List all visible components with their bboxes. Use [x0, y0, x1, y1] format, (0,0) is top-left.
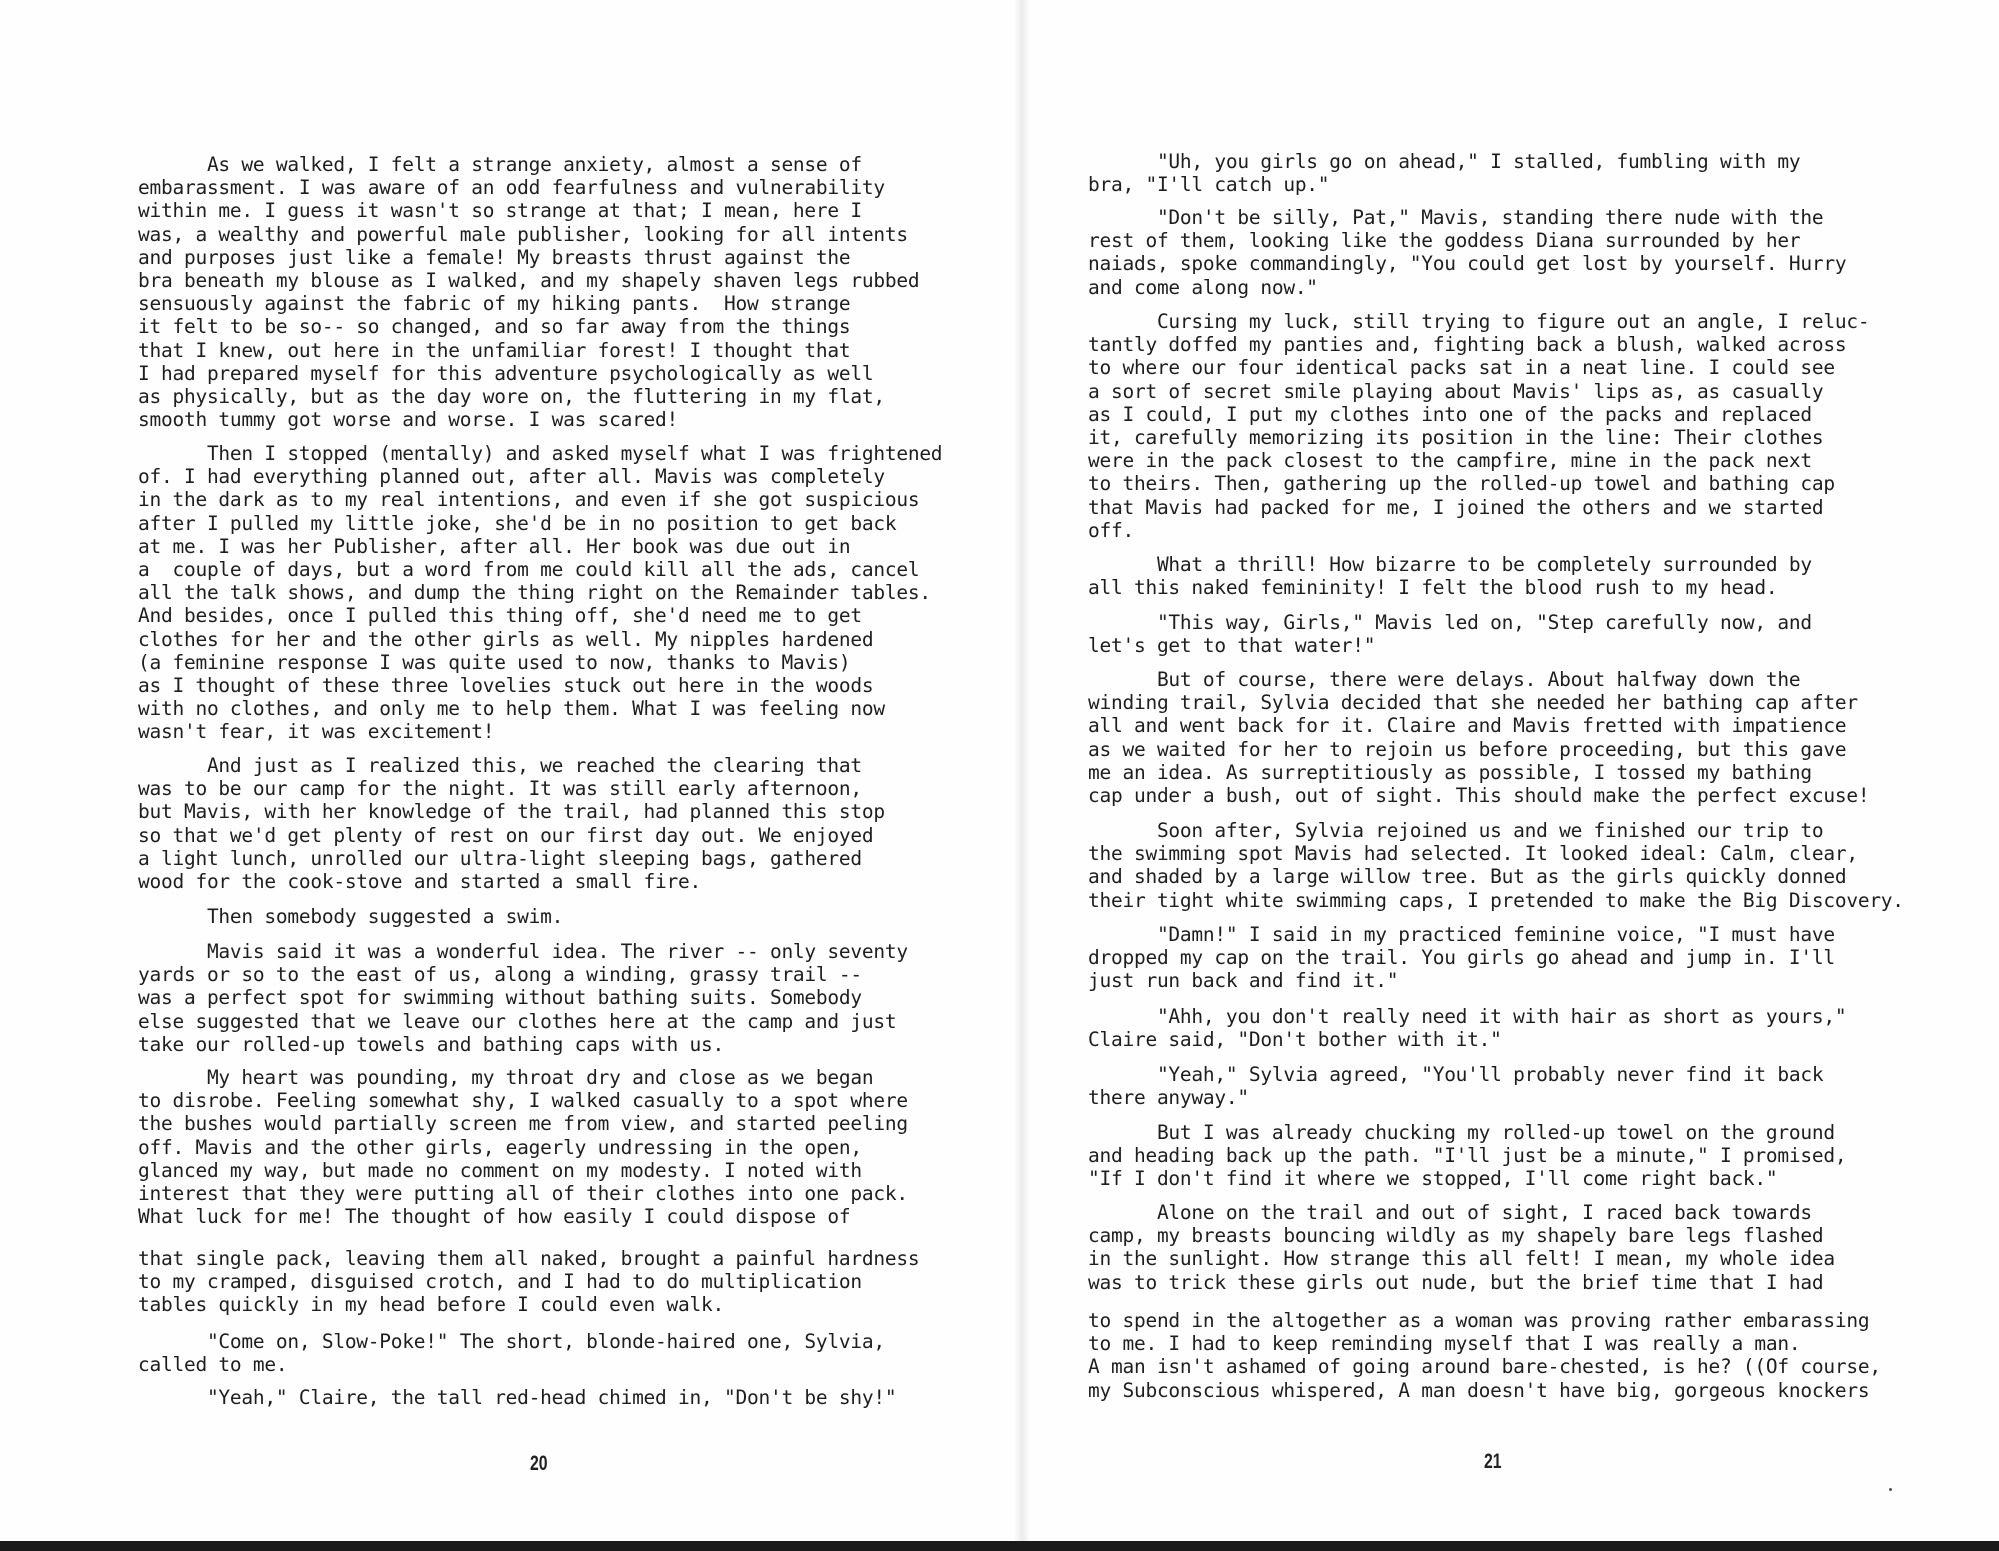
paragraph: to spend in the altogether as a woman was proving rather embarassing to me. I had to keep reminding myself that I was really a man. A man isn't ashamed of going around bare-chested, is he? ((Of course, my Subconscious whispered, A man doesn't have big, gorgeous knockers: [1088, 1309, 1881, 1402]
paragraph: "Don't be silly, Pat," Mavis, standing there nude with the rest of them, looking like the goddess Diana surrounded by her naiads, spoke commandingly, "You could get lost by yourself. Hurry and come along now.": [1088, 206, 1847, 299]
right-page: [1029, 0, 1999, 1540]
paragraph: that single pack, leaving them all naked, brought a painful hardness to my cramped, disguised crotch, and I had to do multiplication tables quickly in my head before I could even walk.: [138, 1247, 920, 1317]
paragraph: What a thrill! How bizarre to be completely surrounded by all this naked femininity! I felt the blood rush to my head.: [1088, 553, 1812, 600]
page-gutter: [1015, 0, 1029, 1551]
paragraph: As we walked, I felt a strange anxiety, almost a sense of embarassment. I was aware of an odd fearfulness and vulnerability within me. I guess it wasn't so strange at that; I mean, here I was, a wealthy and powerful male publisher, looking for all intents and purposes just like a female! My breasts thrust against the bra beneath my blouse as I walked, and my shapely shaven legs rubbed sensuously against the fabric of my hiking pants. How strange it felt to be so-- so changed, and so far away from the things that I knew, out here in the unfamiliar forest! I thought that I had prepared myself for this adventure psychologically as well as physically, but as the day wore on, the fluttering in my flat, smooth tummy got worse and worse. I was scared!: [138, 153, 920, 432]
paragraph: Then somebody suggested a swim.: [138, 905, 564, 928]
scan-bottom-edge: [0, 1541, 1999, 1551]
paragraph: But of course, there were delays. About halfway down the winding trail, Sylvia decided that she needed her bathing cap after all and went back for it. Claire and Mavis fretted with impatience as we waited for her to rejoin us before proceeding, but this gave me an idea. As surreptitiously as possible, I tossed my bathing cap under a bush, out of sight. This should make the perfect excuse!: [1088, 668, 1870, 808]
paragraph: And just as I realized this, we reached the clearing that was to be our camp for the night. It was still early afternoon, but Mavis, with her knowledge of the trail, had planned this stop so that we'd get plenty of rest on our first day out. We enjoyed a light lunch, unrolled our ultra-light sleeping bags, gathered wood for the cook-stove and started a small fire.: [138, 754, 885, 894]
paragraph: "Come on, Slow-Poke!" The short, blonde-haired one, Sylvia, called to me.: [138, 1330, 885, 1377]
paragraph: My heart was pounding, my throat dry and close as we began to disrobe. Feeling somewhat shy, I walked casually to a spot where the bushes would partially screen me from view, and started peeling off. Mavis and the other girls, eagerly undressing in the open, glanced my way, but made no comment on my modesty. I noted with interest that they were putting all of their clothes into one pack. What luck for me! The thought of how easily I could dispose of: [138, 1066, 908, 1229]
paragraph: "Yeah," Sylvia agreed, "You'll probably never find it back there anyway.": [1088, 1063, 1824, 1110]
paragraph: Cursing my luck, still trying to figure out an angle, I reluc- tantly doffed my panties and, fighting back a blush, walked across to where our four identical packs sat in a neat line. I could see a sort of secret smile playing about Mavis' lips as, as casually as I could, I put my clothes into one of the packs and replaced it, carefully memorizing its position in the line: Their clothes were in the pack closest to the campfire, mine in the pack next to theirs. Then, gathering up the rolled-up towel and bathing cap that Mavis had packed for me, I joined the others and we started off.: [1088, 310, 1870, 542]
paragraph: "Uh, you girls go on ahead," I stalled, fumbling with my bra, "I'll catch up.": [1088, 150, 1801, 197]
paper-speck: [1889, 1488, 1892, 1491]
paragraph: Soon after, Sylvia rejoined us and we finished our trip to the swimming spot Mavis had selected. It looked ideal: Calm, clear, and shaded by a large willow tree. But as the girls quickly donned their tight white swimming caps, I pretended to make the Big Discovery.: [1088, 819, 1904, 912]
page-number: 21: [1484, 1450, 1502, 1473]
paragraph: "This way, Girls," Mavis led on, "Step carefully now, and let's get to that water!": [1088, 611, 1812, 658]
paragraph: "Yeah," Claire, the tall red-head chimed in, "Don't be shy!": [138, 1386, 897, 1409]
paragraph: But I was already chucking my rolled-up towel on the ground and heading back up the path. "I'll just be a minute," I promised, "If I don't find it where we stopped, I'll come right back.": [1088, 1121, 1847, 1191]
paragraph: Then I stopped (mentally) and asked myself what I was frightened of. I had everything planned out, after all. Mavis was completely in the dark as to my real intentions, and even if she got suspicious after I pulled my little joke, she'd be in no position to get back at me. I was her Publisher, after all. Her book was due out in a couple of days, but a word from me could kill all the ads, cancel all the talk shows, and dump the thing right on the Remainder tables. And besides, once I pulled this thing off, she'd need me to get clothes for her and the other girls as well. My nipples hardened (a feminine response I was quite used to now, thanks to Mavis) as I thought of these three lovelies stuck out here in the woods with no clothes, and only me to help them. What I was feeling now wasn't fear, it was excitement!: [138, 442, 943, 744]
page-number: 20: [530, 1452, 548, 1475]
paragraph: "Damn!" I said in my practiced feminine voice, "I must have dropped my cap on the trail. You girls go ahead and jump in. I'll just run back and find it.": [1088, 923, 1835, 993]
paragraph: Alone on the trail and out of sight, I raced back towards camp, my breasts bouncing wildly as my shapely bare legs flashed in the sunlight. How strange this all felt! I mean, my whole idea was to trick these girls out nude, but the brief time that I had: [1088, 1201, 1835, 1294]
paragraph: "Ahh, you don't really need it with hair as short as yours," Claire said, "Don't bother with it.": [1088, 1005, 1847, 1052]
paragraph: Mavis said it was a wonderful idea. The river -- only seventy yards or so to the east of us, along a winding, grassy trail -- was a perfect spot for swimming without bathing suits. Somebody else suggested that we leave our clothes here at the camp and just take our rolled-up towels and bathing caps with us.: [138, 940, 908, 1056]
